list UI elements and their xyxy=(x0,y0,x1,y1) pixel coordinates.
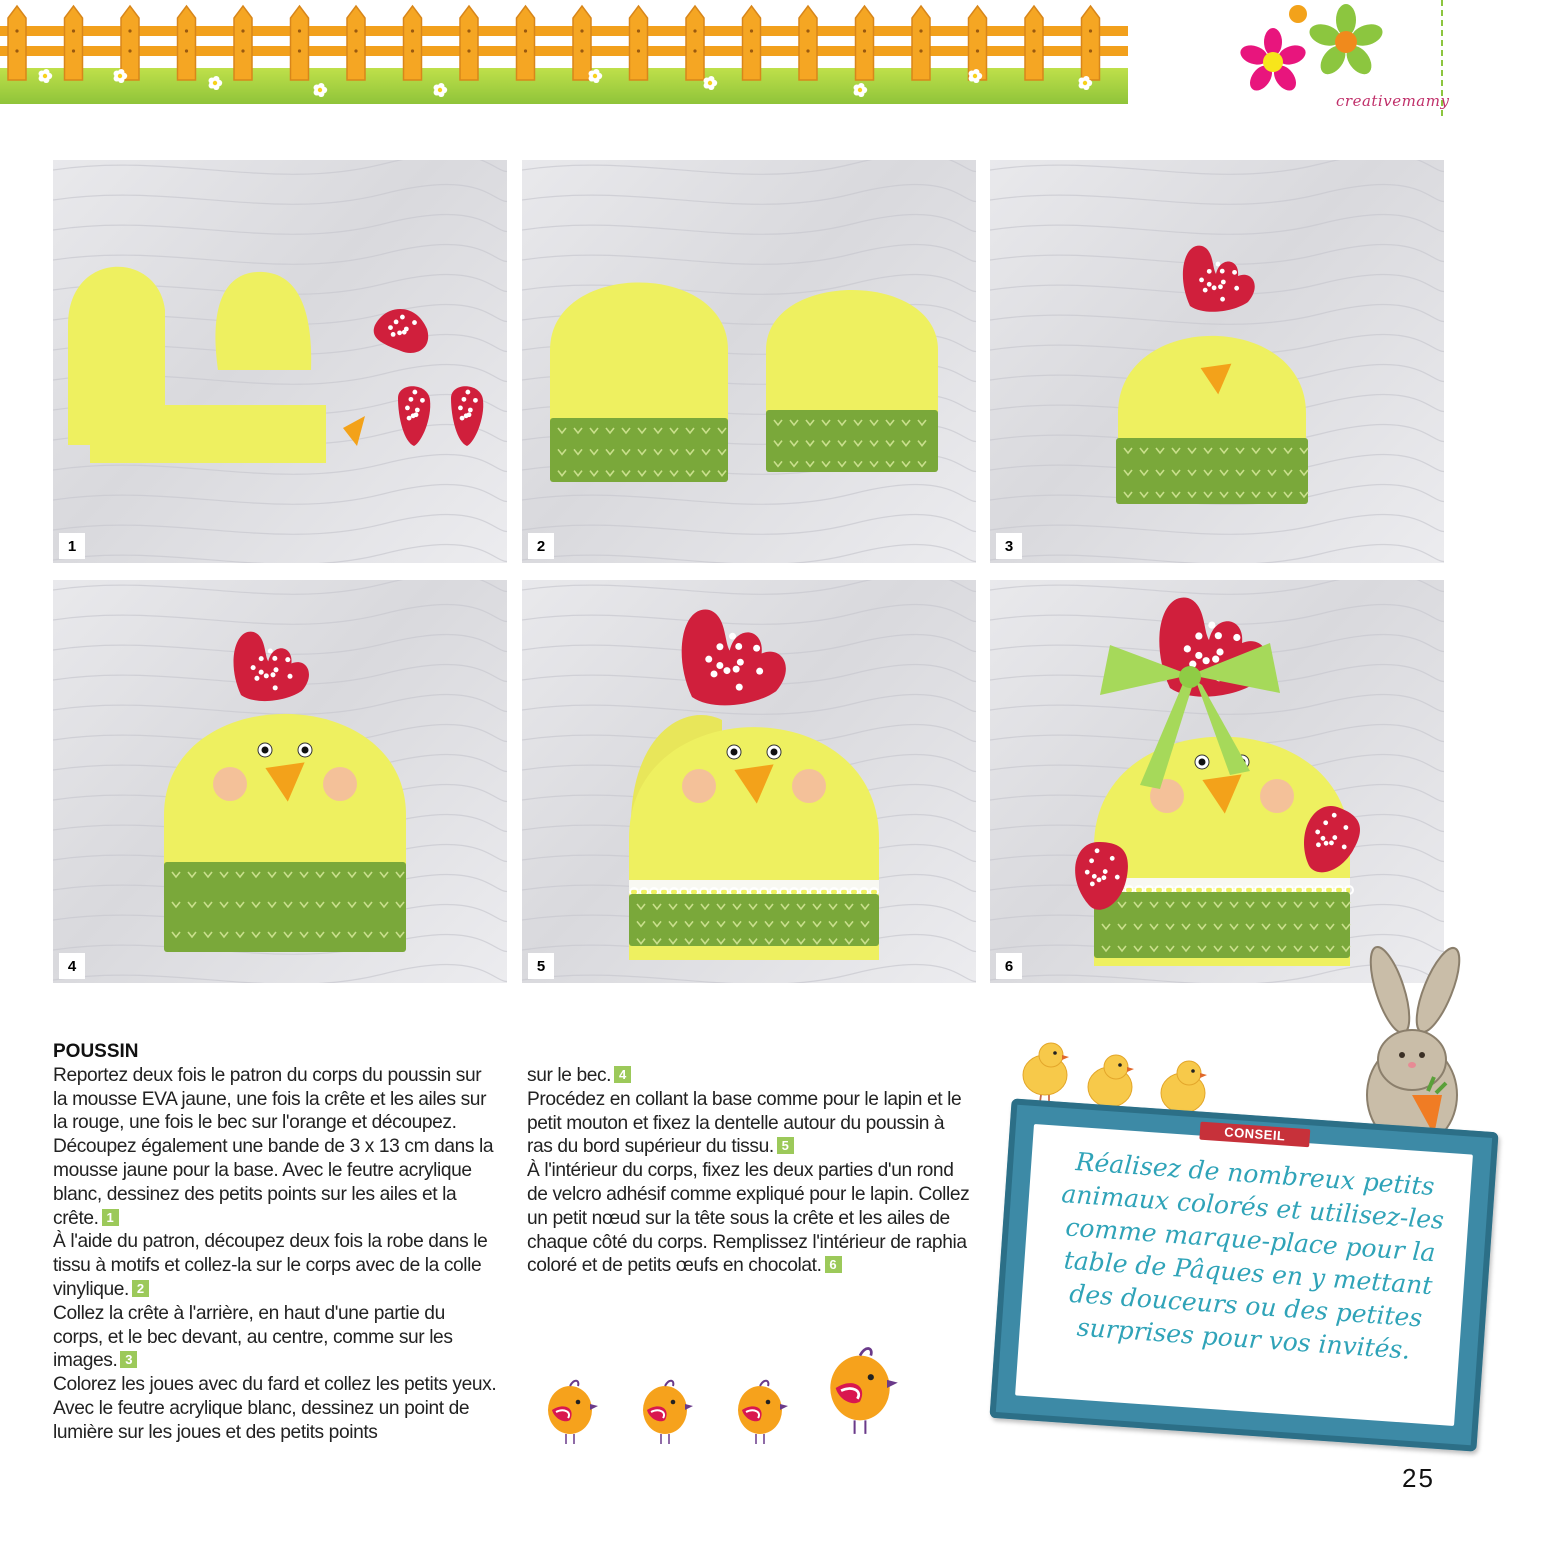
tip-label: CONSEIL xyxy=(1199,1122,1310,1148)
step-number: 5 xyxy=(528,953,554,979)
instruction-text: Reportez deux fois le patron du corps du poussin sur la mousse EVA jaune, une fois la crête et les ailes sur la rouge, une fois le bec sur l'orange et découpez. Découpez également une bande de 3 x 13 cm dans la mousse jaune pour la base. Avec le feutre acrylique blanc, dessinez des petits points sur les ailes et la crête. xyxy=(53,1064,494,1229)
instruction-paragraph xyxy=(53,1230,499,1301)
chick-craft-image xyxy=(990,160,1444,563)
instruction-text: Procédez en collant la base comme pour le lapin et le petit mouton et fixez la dentelle autour du poussin à ras du bord supérieur du tissu. xyxy=(527,1088,962,1158)
chick-craft-image xyxy=(522,160,976,563)
step-reference-badge: 1 xyxy=(102,1209,119,1226)
chick-craft-image xyxy=(53,160,507,563)
instruction-text: sur le bec. xyxy=(527,1065,612,1086)
step-photo-6 xyxy=(990,580,1444,983)
article-column-2 xyxy=(527,1064,973,1278)
step-photo-3 xyxy=(990,160,1444,563)
step-number: 4 xyxy=(59,953,85,979)
article-column-1 xyxy=(53,1040,499,1445)
instruction-paragraph xyxy=(527,1064,973,1088)
bunny-illustration xyxy=(1350,945,1480,1150)
article-title: POUSSIN xyxy=(53,1041,139,1062)
chick-craft-image xyxy=(990,580,1444,983)
instruction-paragraph xyxy=(527,1159,973,1278)
step-number: 6 xyxy=(996,953,1022,979)
step-number: 1 xyxy=(59,533,85,559)
instruction-text: À l'intérieur du corps, fixez les deux parties d'un rond de velcro adhésif comme expliqué pour le lapin. Collez un petit nœud sur la tête sous la crête et les ailes de chaque côté du corps. Remplissez l'intérieur de raphia coloré et de petits œufs en chocolat. xyxy=(527,1160,970,1277)
tip-board xyxy=(989,1098,1498,1451)
step-reference-badge: 6 xyxy=(825,1256,842,1273)
step-number: 3 xyxy=(996,533,1022,559)
instruction-paragraph xyxy=(527,1088,973,1159)
step-photo-4 xyxy=(53,580,507,983)
step-photo-5 xyxy=(522,580,976,983)
instruction-paragraph xyxy=(53,1302,499,1373)
step-number: 2 xyxy=(528,533,554,559)
step-reference-badge: 5 xyxy=(777,1137,794,1154)
instruction-text: À l'aide du patron, découpez deux fois la robe dans le tissu à motifs et collez-la sur le corps avec de la colle vinylique. xyxy=(53,1231,488,1300)
chick-craft-image xyxy=(522,580,976,983)
step-photo-2 xyxy=(522,160,976,563)
instruction-paragraph xyxy=(53,1064,499,1231)
step-reference-badge: 3 xyxy=(120,1351,137,1368)
tip-text: Réalisez de nombreux petits animaux colorés et utilisez-les comme marque-place pour la table de Pâques en y mettant des douceurs ou des petites surprises pour vos invités. xyxy=(1060,1147,1445,1365)
chick-craft-image xyxy=(53,580,507,983)
instruction-paragraph xyxy=(53,1373,499,1444)
brand-name: creativemamy xyxy=(1336,92,1450,110)
instruction-text: Collez la crête à l'arrière, en haut d'une partie du corps, et le bec devant, au centre, comme sur les images. xyxy=(53,1302,453,1372)
step-reference-badge: 2 xyxy=(132,1280,149,1297)
birds-illustration xyxy=(540,1340,920,1450)
step-reference-badge: 4 xyxy=(614,1066,631,1083)
fence-header-illustration xyxy=(0,0,1128,104)
step-photo-1 xyxy=(53,160,507,563)
instruction-text: Colorez les joues avec du fard et collez les petits yeux. Avec le feutre acrylique blanc, dessinez un point de lumière sur les joues et des petits points xyxy=(53,1374,497,1443)
page-number: 25 xyxy=(1402,1463,1435,1493)
